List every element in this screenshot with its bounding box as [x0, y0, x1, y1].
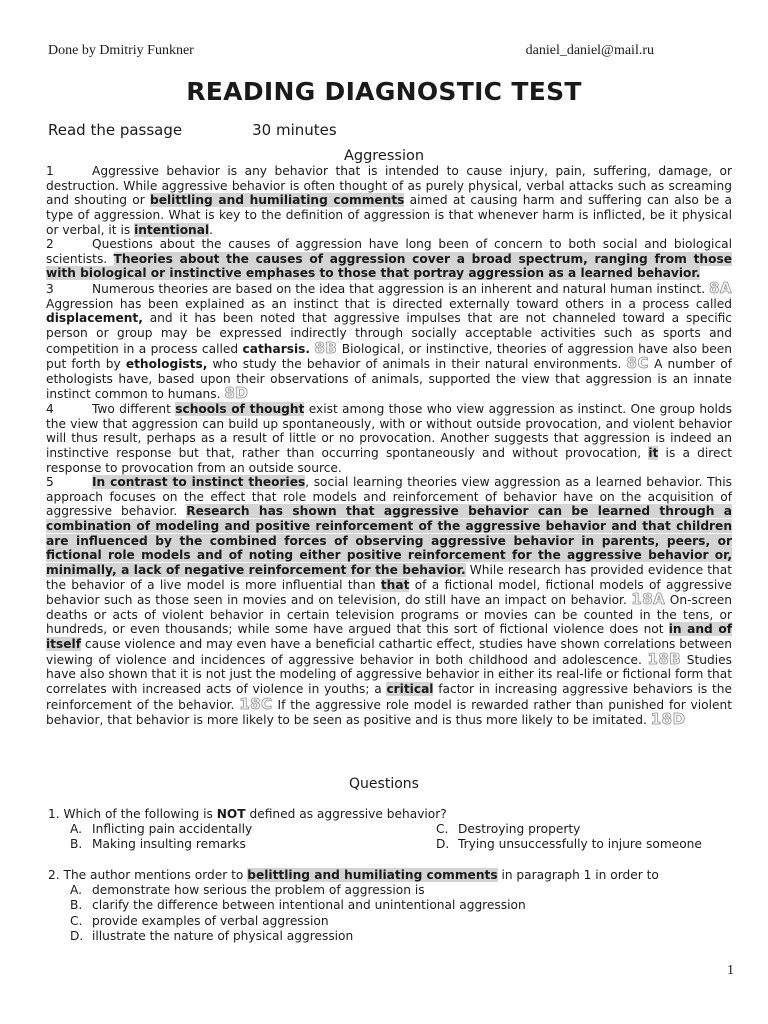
text-run: aimed at causing harm and suffering can also be a type of aggression. What is key to the definition of aggression is that whenever harm is inflicted, be it physical or verbal, it is [46, 193, 732, 237]
text-run: A number of ethologists have, based upon their observations of animals, supported the view that aggression is an innate instinct common to humans. [46, 357, 732, 402]
option-letter: D. [70, 928, 84, 943]
answer-option[interactable] [70, 822, 436, 837]
option-text: Inflicting pain accidentally [92, 822, 253, 837]
paragraph-1 [46, 164, 732, 237]
answer-options [70, 822, 738, 852]
option-text: Trying unsuccessfully to injure someone [458, 837, 702, 852]
author-credit: Done by Dmitriy Funkner [48, 43, 194, 58]
option-letter: C. [436, 822, 449, 837]
highlighted-text: that [380, 577, 410, 592]
text-run: of a fictional model, fictional models of aggressive behavior such as those seen in movies and on television, do still have an impact on behavior. [46, 577, 732, 608]
text-run: 2. The author mentions order to [48, 868, 248, 882]
passage-title: Aggression [343, 148, 425, 164]
paragraph-number: 3 [46, 282, 54, 296]
highlighted-text: it [648, 445, 659, 460]
text-run: While research has provided evidence that the behavior of a live model is more influential than [46, 562, 732, 592]
insertion-marker: 18C [239, 694, 273, 713]
option-letter: A. [70, 883, 82, 898]
option-text: Making insulting remarks [92, 837, 246, 852]
text-run: Numerous theories are based on the idea that aggression is an inherent and natural human instinct. [92, 282, 709, 296]
paragraph-number: 4 [46, 402, 54, 416]
paragraph-3 [46, 281, 732, 402]
highlighted-text: In contrast to instinct theories [92, 475, 306, 490]
text-run: and it has been noted that aggressive impulses that are not channeled toward a specific person or group may be expressed indirectly through socially acceptable activities such as sports and competition in a process called [46, 311, 732, 356]
highlighted-text: intentional [134, 222, 210, 237]
text-run: On-screen deaths or acts of violent behavior in certain television programs or movies can be counted in the tens, or hundreds, or even thousands; while some have argued that this sort of fictional violence does not [46, 593, 732, 637]
bold-term: catharsis. [242, 341, 311, 356]
paragraph-4 [46, 402, 732, 475]
answer-option[interactable] [436, 822, 756, 837]
option-text: Destroying property [458, 822, 581, 837]
highlighted-text: Research has shown that aggressive behavior can be learned through a combination of modeling and positive reinforcement of the aggressive behavior and that children are influenced by the combined forces of observing aggressive behavior in parents, peers, or fictional role models and of noting either positive reinforcement for the aggressive behavior or, minimally, a lack of negative reinforcement for the behavior. [46, 504, 732, 577]
page-header [48, 43, 654, 59]
text-run: , social learning theories view aggression as a learned behavior. This approach focuses on the effect that role models and reinforcement of behavior have on the acquisition of aggressive behavior. [46, 475, 733, 519]
answer-options [70, 883, 738, 944]
highlighted-text: belittling and humiliating comments [247, 868, 498, 882]
answer-option[interactable] [436, 837, 756, 852]
text-run: Biological, or instinctive, theories of aggression have also been put forth by [46, 341, 732, 372]
text-run: cause violence and may even have a beneficial cathartic effect, studies have shown correlations between viewing of violence and incidences of aggressive behavior in both childhood and adolescence. [46, 637, 732, 667]
option-text: clarify the difference between intentional and unintentional aggression [92, 898, 526, 913]
insertion-marker: 8A [708, 279, 732, 297]
page-number: 1 [727, 963, 734, 978]
option-letter: B. [70, 837, 83, 852]
bold-term: displacement, [46, 311, 143, 326]
insertion-marker: 8D [224, 384, 249, 403]
option-text: illustrate the nature of physical aggression [92, 928, 354, 943]
highlighted-text: belittling and humiliating comments [150, 193, 405, 208]
question-stem [48, 807, 738, 822]
text-run: . [209, 222, 214, 237]
text-run: If the aggressive role model is rewarded rather than punished for violent behavior, that behavior is more likely to be seen as positive and is thus more likely to be imitated. [46, 697, 732, 728]
highlighted-text: schools of thought [175, 402, 305, 416]
text-run: 1. Which of the following is [48, 807, 217, 821]
option-text: demonstrate how serious the problem of aggression is [92, 883, 425, 898]
text-run: Questions about the causes of aggression have long been of concern to both social and biological scientists. [46, 237, 732, 266]
insertion-marker: 18A [631, 590, 666, 609]
insertion-marker: 8C [626, 354, 649, 373]
answer-option[interactable] [70, 837, 436, 852]
reading-passage [46, 164, 732, 728]
question-2 [48, 868, 738, 944]
text-run: in paragraph 1 in order to [497, 868, 659, 882]
option-text: provide examples of verbal aggression [92, 913, 329, 928]
paragraph-number: 5 [46, 475, 54, 490]
text-run: who study the behavior of animals in their natural environments. [207, 357, 627, 372]
answer-option[interactable] [70, 914, 738, 929]
text-run: is a direct response to provocation from an outside source. [46, 445, 732, 475]
document-title: READING DIAGNOSTIC TEST [186, 77, 582, 106]
paragraph-5 [46, 475, 732, 728]
option-letter: D. [436, 837, 450, 852]
option-letter: B. [70, 898, 83, 913]
time-limit: 30 minutes [252, 121, 337, 139]
question-1 [48, 807, 738, 853]
text-run: exist among those who view aggression as instinct. One group holds the view that aggression can build up spontaneously, with or without outside provocation, and violent behavior will thus result, perhaps as a result of little or no provocation. Another suggests that aggression is indeed an instinctive response but that, rather than occurring spontaneously and without provocation, [46, 402, 732, 460]
author-email: daniel_daniel@mail.ru [525, 43, 654, 58]
text-run: factor in increasing aggressive behaviors is the reinforcement of the behavior. [46, 681, 732, 712]
bold-term: NOT [216, 807, 246, 821]
paragraph-number: 2 [46, 237, 54, 252]
highlighted-text: in and of itself [46, 622, 733, 651]
insertion-marker: 18D [650, 710, 686, 729]
answer-option[interactable] [70, 883, 738, 898]
answer-option[interactable] [70, 898, 738, 913]
text-run: Aggressive behavior is any behavior that is intended to cause injury, pain, suffering, damage, or destruction. While aggressive behavior is often thought of as purely physical, verbal attacks such as screaming and shouting or [46, 164, 732, 208]
insertion-marker: 18B [647, 649, 682, 668]
highlighted-text: critical [386, 681, 434, 696]
option-letter: C. [70, 913, 83, 928]
instruction-line [48, 121, 337, 139]
option-letter: A. [70, 822, 82, 837]
paragraph-number: 1 [46, 164, 54, 178]
text-run: defined as aggressive behavior? [245, 807, 447, 821]
text-run: Aggression has been explained as an instinct that is directed externally toward others in a process called [46, 296, 732, 311]
paragraph-2 [46, 237, 732, 281]
text-run: Studies have also shown that it is not just the modeling of aggressive behavior in either its real-life or fictional form that correlates with increased acts of violence in youths; a [46, 652, 732, 696]
highlighted-text: Theories about the causes of aggression cover a broad spectrum, ranging from those with biological or instinctive emphases to those that portray aggression as a learned behavior. [46, 251, 732, 281]
question-stem [48, 868, 738, 883]
insertion-marker: 8B [314, 338, 338, 357]
text-run: Two different [92, 402, 176, 416]
instruction-text: Read the passage [48, 121, 183, 139]
bold-term: ethologists, [125, 357, 208, 372]
answer-option[interactable] [70, 929, 738, 944]
questions-heading: Questions [349, 776, 419, 792]
